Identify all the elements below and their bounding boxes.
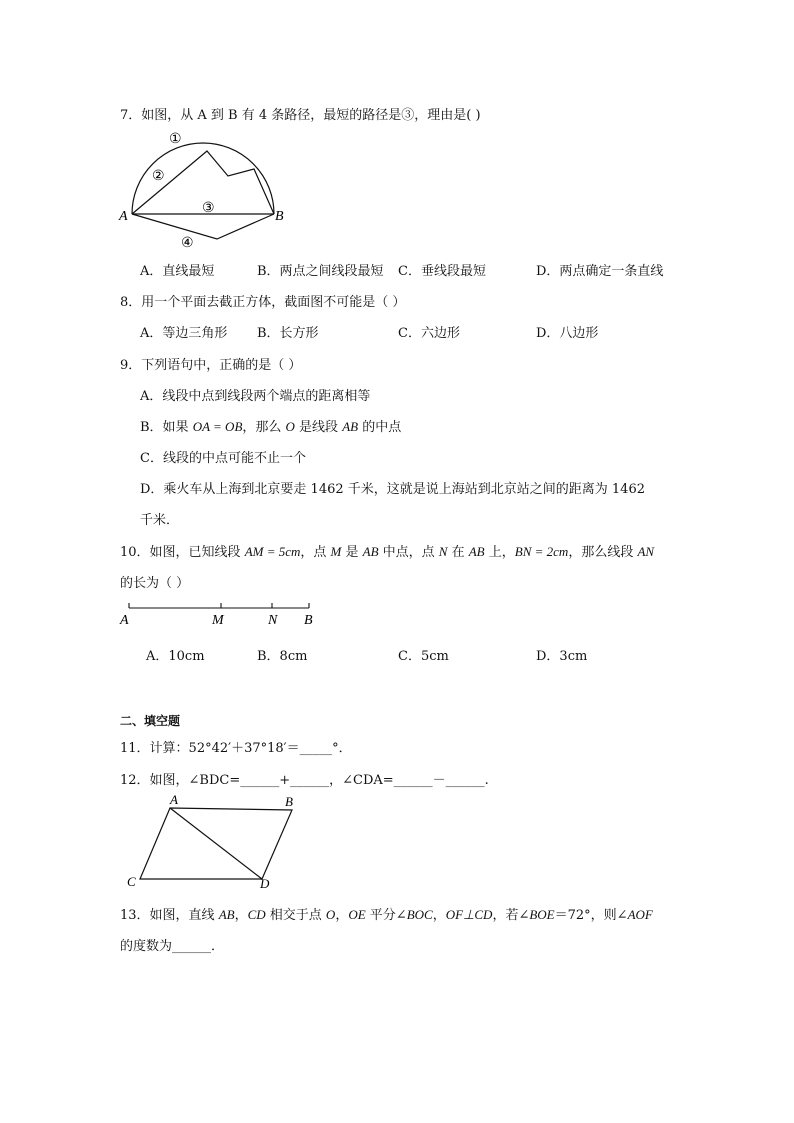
q10-stem-cont: 的长为（ ） (120, 576, 190, 591)
q10-stem (120, 541, 654, 560)
q10-figure (116, 596, 326, 630)
q10-text: ，点 (300, 545, 331, 560)
q13-text: ， (335, 908, 349, 923)
q9-option-c[interactable]: C．线段的中点可能不止一个 (140, 451, 306, 466)
q10-point-m: M (330, 544, 342, 559)
q13-text: 平分∠ (365, 908, 407, 923)
q13-stem-cont: 的度数为______． (120, 939, 225, 954)
q12-label-a: A (170, 792, 178, 807)
q10-option-b[interactable]: B．8cm (257, 649, 308, 664)
q10-point-n: N (438, 544, 448, 559)
q9-b-suffix: 的中点 (358, 420, 402, 435)
q7-label-4: ④ (181, 236, 194, 251)
q13-text: ， (432, 908, 446, 923)
q7-option-a[interactable]: A．直线最短 (140, 264, 215, 279)
q12-diagonal-ad (170, 808, 262, 879)
q13-of-perp-cd: OF⊥CD (445, 907, 493, 922)
q10-text: 上， (484, 545, 515, 560)
q12-label-c: C (127, 874, 136, 889)
q13-point-o: O (325, 907, 336, 922)
q13-ray-oe: OE (348, 907, 366, 922)
q7-path-4 (132, 214, 274, 239)
q10-am-eq: AM = 5cm (244, 544, 301, 559)
q9-option-b[interactable] (140, 416, 401, 435)
q10-label-a: A (120, 613, 129, 628)
q12-figure (124, 790, 304, 892)
q12-label-b: B (285, 794, 293, 809)
q10-text: 在 (447, 545, 469, 560)
q12-stem: 12．如图，∠BDC=______+______，∠CDA=______－______. (120, 773, 489, 788)
q7-stem: 7．如图，从 A 到 B 有 4 条路径，最短的路径是③，理由是( ) (120, 108, 481, 123)
q13-stem (120, 904, 653, 923)
q13-text: ， (234, 908, 248, 923)
q10-bn-eq: BN = 2cm (514, 544, 569, 559)
q13-text: 13．如图，直线 (120, 908, 219, 923)
q7-label-2: ② (152, 169, 165, 184)
q8-stem: 8．用一个平面去截正方体，截面图不可能是（ ） (120, 295, 406, 310)
q7-label-1: ① (169, 132, 182, 147)
q8-option-d[interactable]: D．八边形 (536, 326, 599, 341)
q13-line-cd: CD (247, 907, 266, 922)
q8-option-b[interactable]: B．长方形 (257, 326, 319, 341)
q10-text: 10．如图，已知线段 (120, 545, 245, 560)
q10-label-b: B (304, 613, 313, 628)
q10-segment-an: AN (637, 544, 655, 559)
q7-label-b: B (275, 209, 284, 224)
q7-label-a: A (119, 209, 128, 224)
q10-label-n: N (268, 613, 278, 628)
q7-option-c[interactable]: C．垂线段最短 (398, 264, 486, 279)
section-title: 二、填空题 (120, 714, 181, 728)
q10-segment-ab: AB (362, 544, 379, 559)
q13-angle-boc: BOC (406, 907, 433, 922)
q9-b-mid: ，那么 (242, 420, 286, 435)
q13-angle-boe: BOE (529, 907, 555, 922)
q7-figure (112, 124, 292, 252)
q10-text: 中点，点 (378, 545, 439, 560)
q13-text: ＝72°，则∠ (554, 908, 628, 923)
q9-option-d[interactable]: D．乘火车从上海到北京要走 1462 千米，这就是说上海站到北京站之间的距离为 1462 (140, 482, 645, 497)
q8-option-c[interactable]: C．六边形 (398, 326, 460, 341)
q7-option-b[interactable]: B．两点之间线段最短 (257, 264, 384, 279)
q9-b-mid2: 是线段 (294, 420, 343, 435)
q9-b-equation: OA = OB (192, 419, 243, 434)
q9-b-point-o: O (285, 419, 295, 434)
q13-angle-aof: AOF (627, 907, 653, 922)
q10-text: 是 (341, 545, 363, 560)
q12-label-d: D (260, 876, 270, 891)
q13-line-ab: AB (218, 907, 235, 922)
q11-stem: 11．计算：52°42′＋37°18′＝_____°． (120, 741, 352, 756)
q10-segment-ab: AB (468, 544, 485, 559)
q9-option-d-cont: 千米． (140, 513, 180, 528)
q8-option-a[interactable]: A．等边三角形 (140, 326, 228, 341)
q10-option-d[interactable]: D．3cm (536, 649, 588, 664)
q9-stem: 9．下列语句中，正确的是（ ） (120, 358, 302, 373)
q9-b-segment-ab: AB (342, 419, 359, 434)
q10-option-a[interactable]: A．10cm (146, 649, 205, 664)
q7-label-3: ③ (202, 201, 215, 216)
q10-text: ，那么线段 (568, 545, 638, 560)
q7-option-d[interactable]: D．两点确定一条直线 (536, 264, 664, 279)
q13-text: 相交于点 (265, 908, 326, 923)
q9-b-prefix: B．如果 (140, 420, 193, 435)
q9-option-a[interactable]: A．线段中点到线段两个端点的距离相等 (140, 389, 371, 404)
q10-label-m: M (212, 613, 224, 628)
q10-option-c[interactable]: C．5cm (398, 649, 449, 664)
q13-text: ，若∠ (492, 908, 530, 923)
